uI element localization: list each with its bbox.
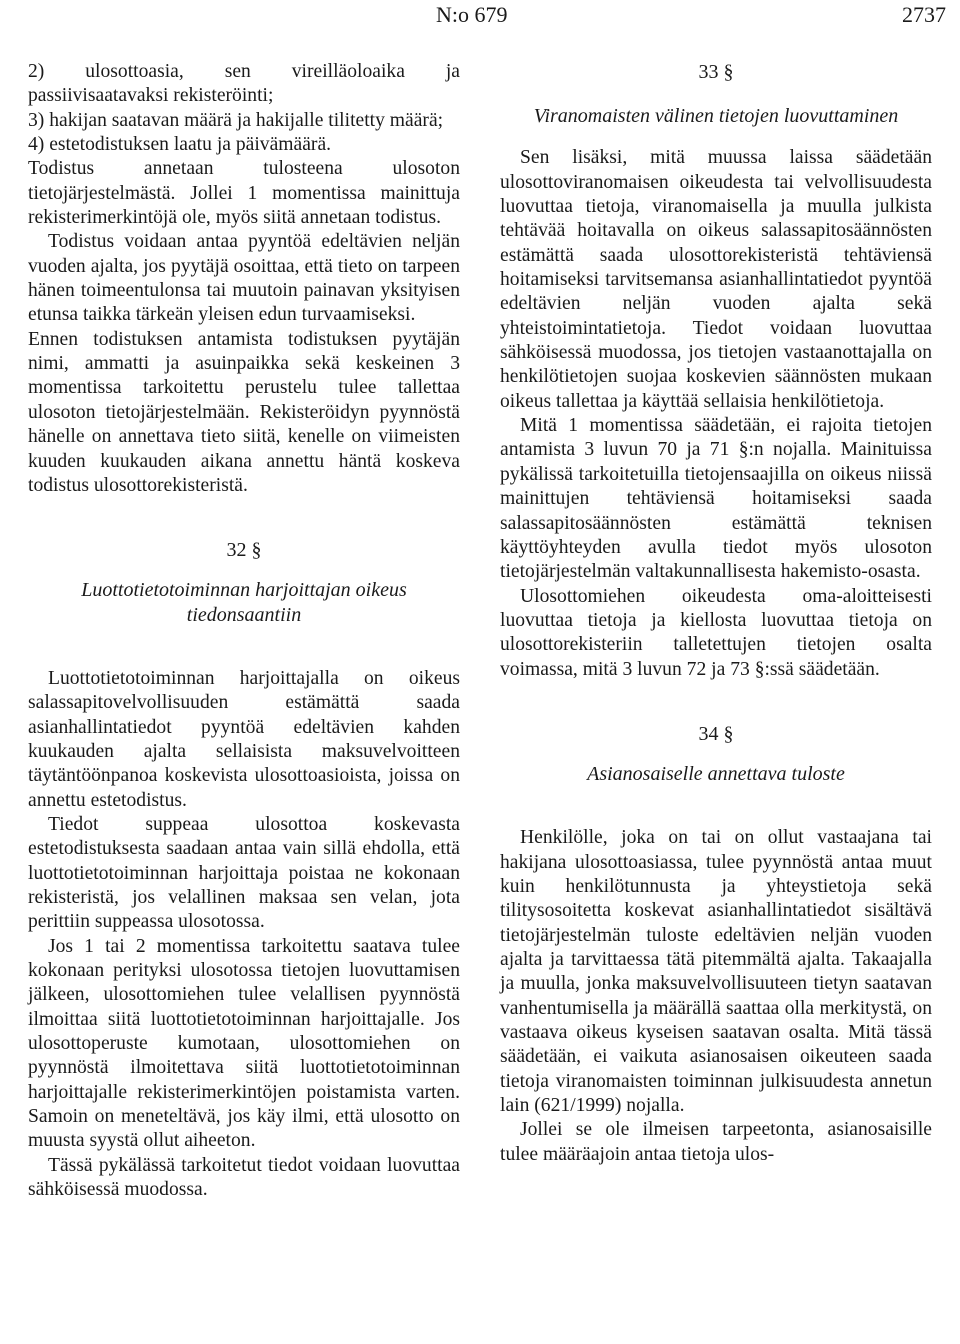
paragraph: Todistus voidaan antaa pyyntöä edeltävien neljän vuoden ajalta, jos pyytäjä osoittaa, että tieto on tarpeen hänen toimeentulonsa tai muutoin painavan yksityisen etunsa taikka tärkeän yleisen edun turvaamiseksi. <box>28 231 460 326</box>
paragraph: Henkilölle, joka on tai on ollut vastaajana tai hakijana ulosottoasiassa, tulee pyynnöstä antaa muut kuin henkilötunnusta ja yhteystietoja sekä tilitysosoitetta koskevat asianhallintatiedot sisältävä tietojärjestelmän tuloste edeltävien neljän vuoden ajalta ja tarvittaessa tätä pitemmältä ajalta. Takaajalla ja muulla, jonka maksuvelvollisuuteen tietyn saatavan vanhentumisella ja määrällä saattaa olla merkitystä, on vastaava oikeus kyseisen saatavan osalta. Mitä tässä säädetään, ei vaikuta asianosaisen oikeuteen saada tietoja viranomaisten toiminnan julkisuudesta annetun lain (621/1999) nojalla. <box>500 827 932 1117</box>
page-number: 2737 <box>902 2 946 27</box>
paragraph: Luottotietotoiminnan harjoittajalla on oikeus salassapitovelvollisuuden estämättä saada asianhallintatiedot pyyntöä edeltävien kahden kuukauden ajalta sellaisista maksuvelvoitteen täytäntöönpanoa koskevista ulosottoasioista, joissa on annettu estetodistus. <box>28 667 460 811</box>
paragraph: Mitä 1 momentissa säädetään, ei rajoita tietojen antamista 3 luvun 70 ja 71 §:n nojalla. Mainituissa pykälissä tarkoitetuilla tietojensaajilla on oikeus niissä mainittujen tehtäviensä hoitamiseksi saada salassapitosäännösten estämättä teknisen käyttöyhteyden avulla tiedot myös ulosoton tietojärjestelmän valtakunnallisesta hakemisto-osasta. <box>500 415 932 583</box>
section-title: Viranomaisten välinen tietojen luovuttaminen <box>533 105 899 127</box>
paragraph: Tiedot suppeaa ulosottoa koskevasta estetodistuksesta saadaan antaa vain sillä ehdolla, että luottotietotoiminnan harjoittaja poistaa ne kokonaan rekisteristä, jos velallinen maksaa sen velan, jota perittiin suppeassa ulosotossa. <box>28 813 460 933</box>
list-item: 4) estetodistuksen laatu ja päivämäärä. <box>28 134 332 156</box>
section-title: Asianosaiselle annettava tuloste <box>587 762 845 785</box>
paragraph: Sen lisäksi, mitä muussa laissa säädetään ulosottoviranomaisen oikeudesta tai velvollisuudesta luovuttaa tietoja, viranomaisella ja muulla julkista tehtävää hoitavalla on oikeus salassapitosäännösten estämättä saada ulosottorekisteristä tehtäviensä hoitamiseksi tarvitsemansa asianhallintatiedot pyyntöä edeltävien neljän vuoden ajalta sekä yhteistoimintatietoja. Tiedot voidaan luovuttaa sähköisessä muodossa, jos tietojen vastaanottajalla on henkilötietojen suojaa koskevien säännösten mukaan oikeus tallettaa ja käyttää sellaisia henkilötietoja. <box>500 147 932 412</box>
list-item: 2) ulosottoasia, sen vireilläoloaika ja passiivisaatavaksi rekisteröinti; <box>28 61 460 107</box>
page-header <box>0 0 960 30</box>
paragraph: Ennen todistuksen antamista todistuksen pyytäjän nimi, ammatti ja asuinpaikka sekä keskeinen 3 momentissa tarkoitettu perustelu tulee tallettaa ulosoton tietojärjestelmään. Rekisteröidyn pyynnöstä hänelle on annettava tieto siitä, kenelle on viimeisten kuuden kuukauden aikana annettu häntä koskeva todistus ulosottorekisteristä. <box>28 328 460 496</box>
paragraph: Ulosottomiehen oikeudesta oma-aloitteisesti luovuttaa tietoja ja kiellosta luovuttaa tietoja on ulosottorekisteriin talletettujen tietojen osalta voimassa, mitä 3 luvun 72 ja 73 §:ssä säädetään. <box>500 585 932 680</box>
section-title: Luottotietotoiminnan harjoittajan oikeus tiedonsaantiin <box>81 579 407 626</box>
paragraph: Tässä pykälässä tarkoitetut tiedot voidaan luovuttaa sähköisessä muodossa. <box>28 1154 460 1201</box>
right-column <box>500 60 932 1167</box>
left-column <box>28 60 460 1202</box>
section-number: 32 § <box>226 539 262 562</box>
list-item: 3) hakijan saatavan määrä ja hakijalle tilitetty määrä; <box>28 109 444 131</box>
section-number: 33 § <box>698 61 734 83</box>
paragraph: Jos 1 tai 2 momentissa tarkoitettu saatava tulee kokonaan perityksi ulosotossa tietojen luovuttamisen jälkeen, ulosottomiehen tulee velallisen pyynnöstä ilmoittaa siitä luottotietotoiminnan harjoittajalle. Jos ulosottoperuste kumotaan, ulosottomiehen on pyynnöstä ilmoitettava siitä luottotietotoiminnan harjoittajalle rekisterimerkintöjen poistamista varten. Samoin on meneteltävä, jos käy ilmi, että ulosotto on muusta syystä ollut aiheeton. <box>28 935 460 1152</box>
paragraph: Jollei se ole ilmeisen tarpeetonta, asianosaisille tulee määräajoin antaa tietoja ulos- <box>500 1119 932 1165</box>
paragraph: Todistus annetaan tulosteena ulosoton tietojärjestelmästä. Jollei 1 momentissa mainittuja rekisterimerkintöjä ole, myös siitä annetaan todistus. <box>28 158 460 229</box>
section-number: 34 § <box>698 722 734 745</box>
document-number: N:o 679 <box>436 2 508 27</box>
